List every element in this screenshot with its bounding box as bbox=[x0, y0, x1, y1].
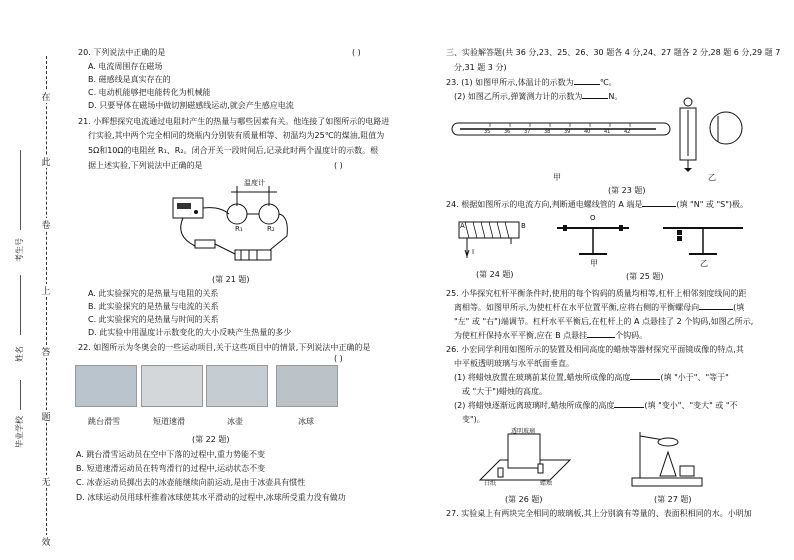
circuit-figure bbox=[165, 176, 295, 266]
q26-line: 26. 小宏同学利用如图所示的装置及相同高度的蜡烛等器材探究平面镜成像的特点,其 bbox=[446, 345, 744, 354]
thermometer-label: 温度计 bbox=[244, 179, 265, 187]
field-label-school: 毕业学校 bbox=[15, 416, 24, 448]
q27-line: 27. 实验桌上有两块完全相同的玻璃板,其上分别滴有等量的、表面积相同的水。小明加 bbox=[446, 509, 752, 518]
figure-caption: (第 23 题) bbox=[608, 186, 646, 195]
answer-bracket: ( ) bbox=[352, 48, 361, 57]
figure-caption: (第 21 题) bbox=[212, 275, 250, 284]
tick-label: 38 bbox=[544, 129, 551, 135]
q21-option-b: B. 此实验探究的是热量与电流的关系 bbox=[88, 302, 219, 311]
q26-line: 中平板透明玻璃与水平纸面垂直。 bbox=[454, 359, 574, 368]
q21-line: 21. 小辉想探究电流通过电阻时产生的热量与哪些因素有关。他连接了如图所示的电路进 bbox=[78, 117, 390, 126]
r2-label: R₂ bbox=[267, 225, 275, 233]
q26-sub1: (1) 将蜡烛放置在玻璃前某位置,蜡烛所成像的高度 (填 "小于"、"等于" bbox=[454, 373, 729, 382]
field-underline bbox=[20, 275, 21, 335]
figure-caption: (第 25 题) bbox=[626, 272, 664, 281]
q22-option-a: A. 跳台滑雪运动员在空中下落的过程中,重力势能不变 bbox=[76, 450, 265, 459]
q23-line-1: 23. (1) 如图甲所示,体温计的示数为 ℃。 bbox=[446, 78, 617, 87]
q21-option-a: A. 此实验探究的是热量与电阻的关系 bbox=[88, 289, 219, 298]
q21-option-d: D. 此实验中用温度计示数变化的大小反映产生热量的多少 bbox=[88, 328, 292, 337]
answer-bracket: ( ) bbox=[334, 354, 343, 363]
answer-bracket: ( ) bbox=[334, 161, 343, 170]
field-underline bbox=[20, 150, 21, 230]
q21-option-c: C. 此实验探究的是热量与时间的关系 bbox=[88, 315, 219, 324]
field-underline bbox=[20, 380, 21, 410]
tick-label: 36 bbox=[504, 129, 511, 135]
q22-option-d: D. 冰球运动员用球杆推着冰球使其水平滑动的过程中,冰球所受重力没有做功 bbox=[76, 493, 346, 502]
figure-caption: (第 26 题) bbox=[505, 495, 543, 504]
figure-caption: (第 27 题) bbox=[654, 495, 692, 504]
q25-line: "左" 或 "右")端调节。杠杆水平平衡后,在杠杆上的 A 点悬挂了 2 个钩码,如图乙所示, bbox=[454, 317, 754, 326]
q20-option-a: A. 电流周围存在磁场 bbox=[88, 62, 163, 71]
tick-label: 40 bbox=[584, 129, 591, 135]
q21-line: 行实验,其中两个完全相同的烧瓶内分别装有质量相等、初温均为25℃的煤油,阻值为 bbox=[88, 131, 385, 140]
margin-char: 答 bbox=[40, 345, 52, 358]
photo-ski-jumping bbox=[75, 365, 137, 407]
margin-char: 无 bbox=[40, 475, 52, 488]
margin-char: 卷 bbox=[40, 218, 52, 231]
candle-label: 蜡烛 bbox=[540, 480, 553, 487]
section-heading-cont: 分,31 题 3 分) bbox=[454, 63, 507, 72]
field-label-name: 姓名 bbox=[15, 346, 24, 362]
spring-scale-figure bbox=[676, 96, 746, 174]
photo-label: 冰壶 bbox=[227, 417, 243, 426]
lever-figures bbox=[553, 214, 753, 264]
tick-label: 41 bbox=[604, 129, 611, 135]
q25-line: 离相等。如图甲所示,为使杠杆在水平位置平衡,应将右侧的平衡螺母向 (填 bbox=[454, 303, 745, 312]
glass-label: 透明玻璃 bbox=[511, 428, 536, 435]
tick-label: 42 bbox=[624, 129, 631, 135]
field-label-student-id: 考生号 bbox=[15, 238, 24, 262]
section-heading: 三、实验解答题(共 36 分,23、25、26、30 题各 4 分,24、27 题各 2 分,28 题 6 分,29 题 7 bbox=[446, 48, 781, 57]
solenoid-end-a: A bbox=[460, 222, 465, 230]
photo-label: 短道速滑 bbox=[153, 417, 185, 426]
margin-char: 题 bbox=[40, 410, 52, 423]
q20-option-b: B. 磁感线是真实存在的 bbox=[88, 75, 171, 84]
photo-label: 冰球 bbox=[298, 417, 314, 426]
q22-stem: 22. 如图所示为冬奥会的一些运动项目,关于这些项目中的情景,下列说法中正确的是 bbox=[78, 343, 371, 352]
margin-char: 在 bbox=[40, 90, 52, 103]
current-label: I bbox=[472, 248, 475, 256]
tick-label: 37 bbox=[524, 129, 531, 135]
binding-line bbox=[46, 56, 47, 546]
q21-line: 据上述实验,下列说法中正确的是 bbox=[88, 161, 203, 170]
q26-sub2: (2) 将蜡烛逐渐远离玻璃时,蜡烛所成像的高度 (填 "变小"、"变大" 或 "不 bbox=[454, 401, 738, 410]
tick-label: 35 bbox=[484, 129, 491, 135]
q20-stem: 20. 下列说法中正确的是 bbox=[78, 48, 166, 57]
q24-line: 24. 根据如图所示的电流方向,判断通电螺线管的 A 端是 (填 "N" 或 "S")极。 bbox=[446, 200, 749, 209]
figure-label: 乙 bbox=[708, 173, 716, 182]
q21-line: 5Ω和10Ω的电阻丝 R₁、R₂。闭合开关一段时间后,记录此时两个温度计的示数。根 bbox=[88, 146, 379, 155]
margin-char: 此 bbox=[40, 155, 52, 168]
q20-option-c: C. 电动机能够把电能转化为机械能 bbox=[88, 88, 211, 97]
photo-label: 跳台滑雪 bbox=[88, 417, 120, 426]
q25-line: 25. 小华探究杠杆平衡条件时,使用的每个钩码的质量均相等,杠杆上相邻刻度线间的距 bbox=[446, 289, 747, 298]
photo-short-track bbox=[141, 365, 203, 407]
q26-sub2-cont: 变")。 bbox=[462, 415, 485, 424]
figure-label: 甲 bbox=[590, 259, 598, 268]
q22-option-b: B. 短道速滑运动员在转弯滑行的过程中,运动状态不变 bbox=[76, 464, 266, 473]
solenoid-end-b: B bbox=[521, 222, 526, 230]
q22-option-c: C. 冰壶运动员掷出去的冰壶能继续向前运动,是由于冰壶具有惯性 bbox=[76, 478, 306, 487]
tick-label: 39 bbox=[564, 129, 571, 135]
r1-label: R₁ bbox=[235, 225, 243, 233]
figure-label: 乙 bbox=[700, 259, 708, 268]
q26-sub1-cont: 或 "大于")蜡烛的高度。 bbox=[462, 387, 548, 396]
fulcrum-label: O bbox=[590, 214, 596, 222]
photo-ice-hockey bbox=[276, 365, 338, 407]
margin-char: 上 bbox=[40, 284, 52, 297]
heating-figure bbox=[628, 426, 708, 490]
photo-curling bbox=[206, 365, 268, 407]
figure-label: 甲 bbox=[553, 173, 561, 182]
q25-line: 为使杠杆保持水平平衡,应在 B 点悬挂 个钩码。 bbox=[454, 331, 648, 340]
paper-label: 白纸 bbox=[484, 480, 497, 487]
q20-option-d: D. 只要导体在磁场中做切割磁感线运动,就会产生感应电流 bbox=[88, 101, 294, 110]
margin-char: 效 bbox=[40, 535, 52, 548]
q23-line-2: (2) 如图乙所示,弹簧测力计的示数为 N。 bbox=[454, 92, 623, 101]
figure-caption: (第 24 题) bbox=[476, 270, 514, 279]
figure-caption: (第 22 题) bbox=[192, 435, 230, 444]
